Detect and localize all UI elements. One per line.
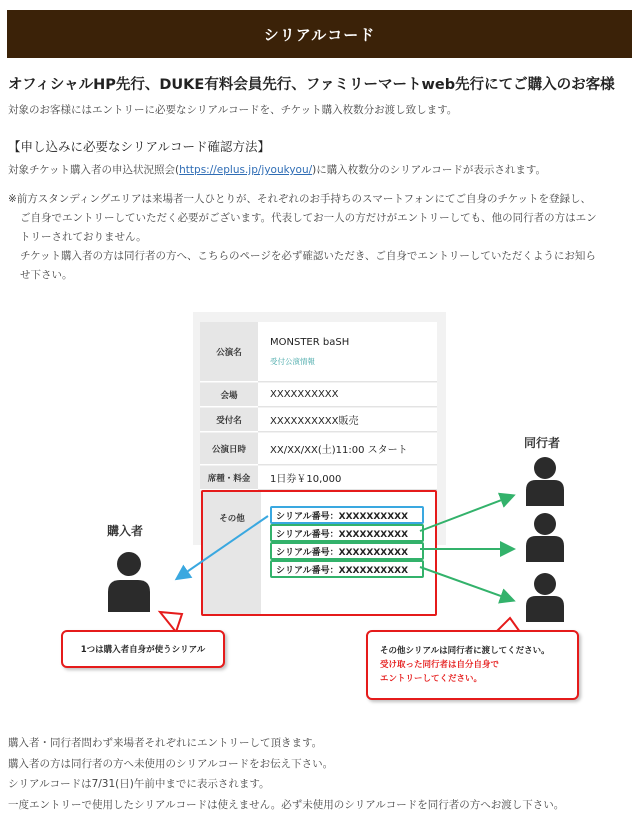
purchaser-person-icon <box>108 552 150 612</box>
serial-companion-3: シリアル番号：XXXXXXXXXX <box>270 560 424 578</box>
companion-person-icon-3 <box>526 573 564 622</box>
companion-person-icon-2 <box>526 513 564 562</box>
arrow-to-companion-1 <box>420 496 512 531</box>
bottom-line: 購入者・同行者問わず来場者それぞれにエントリーして頂きます。 <box>8 737 323 749</box>
arrow-to-companion-3 <box>420 567 512 600</box>
row-value: XX/XX/XX(土)11:00 スタート <box>258 433 437 465</box>
page-title: オフィシャルHP先行、DUKE有料会員先行、ファミリーマートweb先行にてご購入のお客様 <box>8 77 615 93</box>
note-line: トリーされておりません。 <box>20 231 147 243</box>
companion-bubble <box>366 630 579 700</box>
row-label: 会場 <box>200 383 258 407</box>
method-heading: 【申し込みに必要なシリアルコード確認方法】 <box>8 139 271 154</box>
row-label: 公演日時 <box>200 433 258 465</box>
row-label: 受付名 <box>200 408 258 432</box>
note-line: チケット購入者の方は同行者の方へ、こちらのページを必ず確認いただき、ご自身でエントリーしていただくようにお知ら <box>20 250 596 262</box>
note-line: ご自身でエントリーしていただく必要がございます。代表してお一人の方だけがエントリーしても、他の同行者の方はエン <box>20 212 597 224</box>
row-value: XXXXXXXXXX販売 <box>258 408 437 432</box>
bottom-notes <box>8 733 564 815</box>
row-value: XXXXXXXXXX <box>258 383 437 407</box>
purchaser-bubble <box>61 630 225 668</box>
other-label: その他 <box>203 492 261 614</box>
event-name: MONSTER baSH <box>270 336 350 348</box>
serial-companion-1: シリアル番号：XXXXXXXXXX <box>270 524 424 542</box>
event-info-link[interactable]: 受付公演情報 <box>270 356 315 366</box>
note-line: せ下さい。 <box>20 269 73 281</box>
status-inquiry-link[interactable]: https://eplus.jp/jyoukyou/ <box>179 164 313 176</box>
row-label: 公演名 <box>200 322 258 382</box>
purchaser-label: 購入者 <box>107 524 144 538</box>
intro-text: 対象のお客様にはエントリーに必要なシリアルコードを、チケット購入枚数分お渡し致します。 <box>8 104 458 116</box>
companion-person-icon-1 <box>526 457 564 506</box>
section-title: シリアルコード <box>263 25 376 44</box>
companion-bubble-line2: 受け取った同行者は自分自身で <box>380 660 500 670</box>
bottom-line: 購入者の方は同行者の方へ未使用のシリアルコードをお伝え下さい。 <box>8 757 334 770</box>
row-label: 席種・料金 <box>200 466 258 490</box>
serial-code-diagram <box>0 310 639 710</box>
section-header <box>7 10 632 58</box>
method-text-after: )に購入枚数分のシリアルコードが表示されます。 <box>312 164 547 176</box>
purchaser-bubble-tail <box>160 612 182 632</box>
bottom-line: シリアルコードは7/31(日)午前中までに表示されます。 <box>8 778 270 790</box>
standing-area-note <box>8 190 630 285</box>
purchaser-bubble-text: 1つは購入者自身が使うシリアル <box>80 645 206 655</box>
method-text <box>8 162 546 177</box>
companion-bubble-line3: エントリーしてください。 <box>380 674 483 684</box>
bottom-line: 一度エントリーで使用したシリアルコードは使えません。必ず未使用のシリアルコードを同行者の方へお渡し下さい。 <box>8 798 565 811</box>
serial-companion-2: シリアル番号：XXXXXXXXXX <box>270 542 424 560</box>
companion-label: 同行者 <box>524 436 561 450</box>
note-line: ※前方スタンディングエリアは来場者一人ひとりが、それぞれのお手持ちのスマートフォンにてご自身のチケットを登録し、 <box>8 193 592 205</box>
method-text-before: 対象チケット購入者の申込状況照会( <box>8 164 180 176</box>
serial-purchaser: シリアル番号：XXXXXXXXXX <box>270 506 424 524</box>
arrow-to-purchaser <box>178 516 268 578</box>
row-value: 1日券￥10,000 <box>258 466 437 490</box>
companion-bubble-line1: その他シリアルは同行者に渡してください。 <box>380 646 550 656</box>
